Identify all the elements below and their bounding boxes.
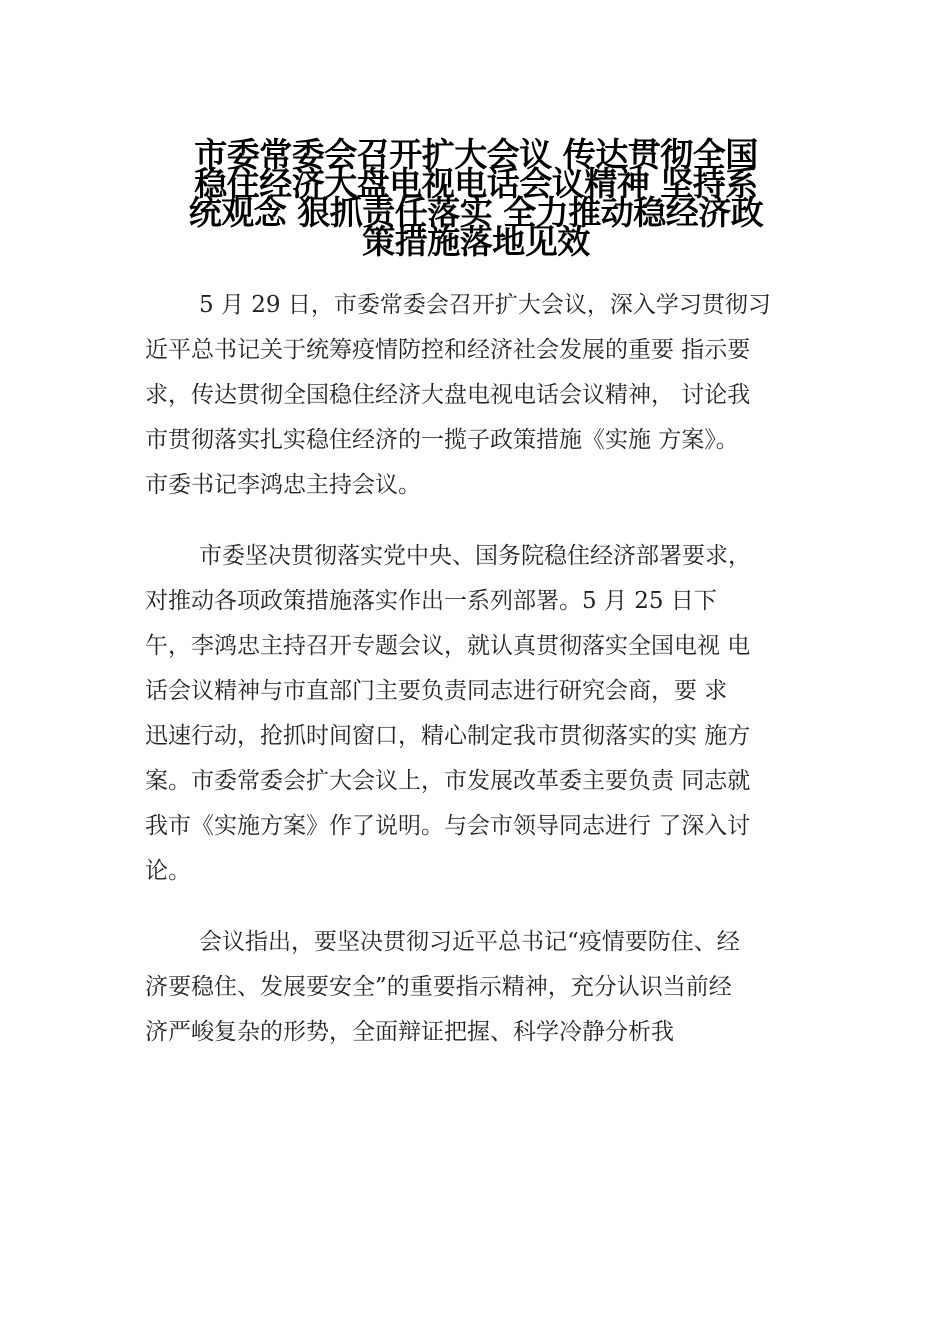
title-line: 稳住经济大盘电视电话会议精神 坚持系 [194, 164, 758, 203]
title-line: 策措施落地见效 [362, 222, 590, 261]
document-title [140, 135, 812, 261]
text-line: 求，传达贯彻全国稳住经济大盘电视电话会议精神， 讨论我 [145, 382, 751, 408]
text-line: 市委坚决贯彻落实党中央、国务院稳住经济部署要求， [199, 543, 751, 569]
text-line: 近平总书记关于统筹疫情防控和经济社会发展的重要 指示要 [145, 337, 751, 363]
title-line: 市委常委会召开扩大会议 传达贯彻全国 [194, 135, 758, 174]
text-line: 午，李鸿忠主持召开专题会议，就认真贯彻落实全国电视 电 [145, 633, 751, 659]
text-line: 案。市委常委会扩大会议上，市发展改革委主要负责 同志就 [145, 768, 751, 794]
text-line: 我市《实施方案》作了说明。与会市领导同志进行 了深入讨 [145, 813, 751, 839]
text-line: 话会议精神与市直部门主要负责同志进行研究会商，要 求 [145, 678, 728, 704]
text-line: 对推动各项政策措施落实作出一系列部署。5 月 25 日下 [145, 588, 717, 614]
text-line: 迅速行动，抢抓时间窗口，精心制定我市贯彻落实的实 施方 [145, 723, 751, 749]
text-line: 论。 [145, 858, 191, 884]
document-body [145, 283, 835, 1081]
text-line: 会议指出，要坚决贯彻习近平总书记“疫情要防住、经 [199, 929, 740, 955]
text-line: 济严峻复杂的形势，全面辩证把握、科学冷静分析我 [145, 1019, 674, 1045]
paragraph-3 [145, 920, 835, 1055]
title-line: 统观念 狠抓责任落实 全力推动稳经济政 [188, 193, 764, 232]
paragraph-2 [145, 534, 835, 894]
paragraph-1 [145, 283, 835, 508]
text-line: 市贯彻落实扎实稳住经济的一揽子政策措施《实施 方案》。 [145, 427, 739, 453]
text-line: 济要稳住、发展要安全”的重要指示精神，充分认识当前经 [145, 974, 732, 1000]
text-line: 市委书记李鸿忠主持会议。 [145, 472, 421, 498]
text-line: 5 月 29 日，市委常委会召开扩大会议，深入学习贯彻习 [199, 292, 771, 318]
